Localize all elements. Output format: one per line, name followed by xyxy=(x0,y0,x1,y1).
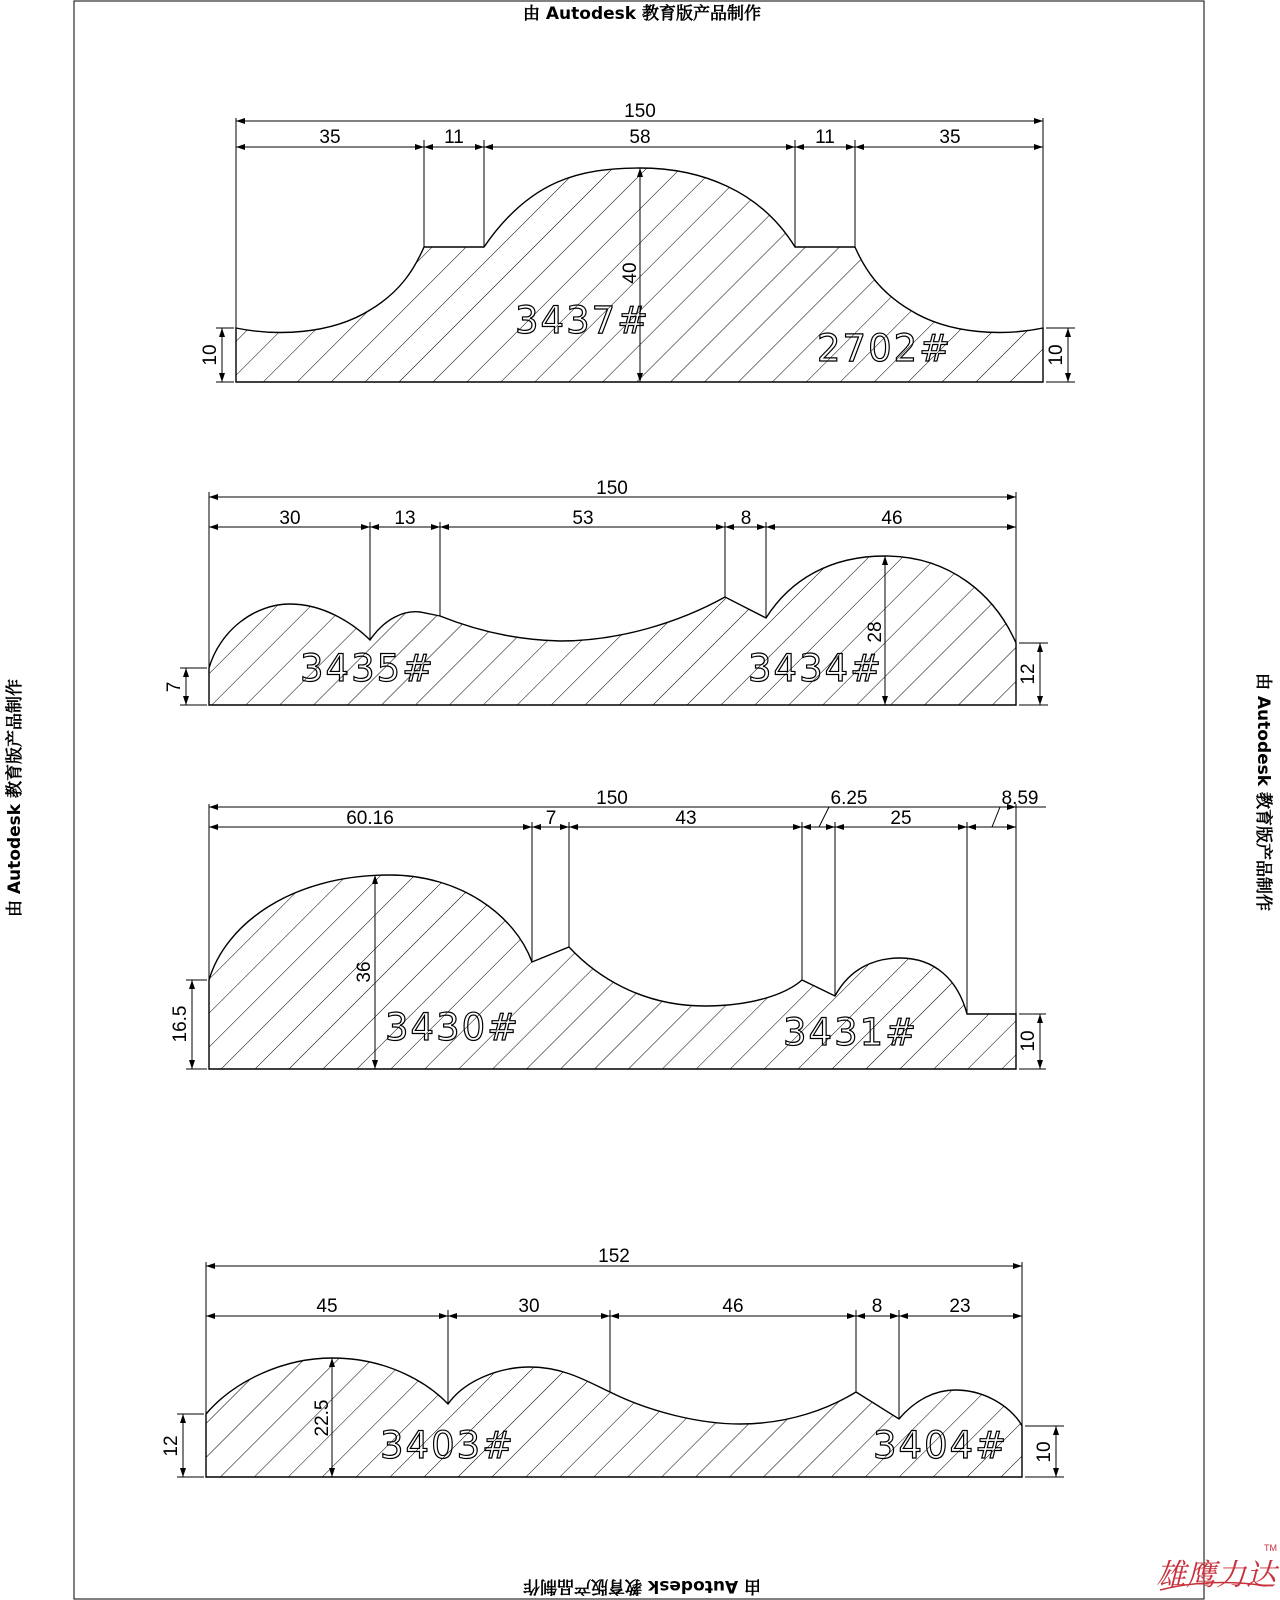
dim-seg-3: 43 xyxy=(675,808,697,829)
profile-3430-3431 xyxy=(170,788,1046,1069)
profile-3403-3404 xyxy=(161,1246,1064,1477)
dim-height-left: 7 xyxy=(164,681,185,693)
dim-seg-2: 7 xyxy=(545,808,557,829)
dim-seg-1: 30 xyxy=(279,508,301,529)
dim-total: 150 xyxy=(596,478,628,499)
part-number-left: 3403# xyxy=(380,1424,516,1467)
dim-seg-5: 25 xyxy=(890,808,912,829)
part-number-left: 3435# xyxy=(300,647,436,690)
dim-seg-4: 11 xyxy=(815,127,835,148)
dim-seg-5: 35 xyxy=(939,127,961,148)
dim-seg-3: 46 xyxy=(722,1296,744,1317)
dim-height-right: 10 xyxy=(1046,344,1067,366)
dim-height-left: 12 xyxy=(161,1435,182,1457)
watermark-bottom: 由 Autodesk 教育版产品制作 xyxy=(522,1576,762,1596)
dim-height-center: 22.5 xyxy=(312,1399,333,1437)
watermark-top: 由 Autodesk 教育版产品制作 xyxy=(522,4,762,24)
dim-height-left: 16.5 xyxy=(170,1005,191,1043)
dim-seg-1: 35 xyxy=(319,127,341,148)
dim-seg-2: 30 xyxy=(518,1296,540,1317)
profile-3437-2702 xyxy=(200,101,1075,382)
dim-seg-3: 58 xyxy=(629,127,651,148)
svg-text:TM: TM xyxy=(1264,1543,1277,1553)
part-number-right: 3434# xyxy=(748,647,884,690)
dim-seg-1: 45 xyxy=(316,1296,338,1317)
dim-height-center: 36 xyxy=(354,961,375,983)
dim-height-center: 40 xyxy=(620,262,641,284)
dim-seg-6: 8.59 xyxy=(1001,788,1039,809)
brand-logo xyxy=(1156,1543,1280,1593)
dim-seg-5: 23 xyxy=(949,1296,971,1317)
dim-height-center: 28 xyxy=(865,621,886,643)
part-number-right: 3431# xyxy=(783,1011,919,1054)
dim-seg-4: 6.25 xyxy=(830,788,868,809)
part-number-left: 3437# xyxy=(515,299,651,342)
dim-seg-4: 8 xyxy=(871,1296,883,1317)
watermark-left: 由 Autodesk 教育版产品制作 xyxy=(5,678,25,918)
dim-height-right: 10 xyxy=(1034,1441,1055,1463)
dim-total: 150 xyxy=(624,101,656,122)
part-number-left: 3430# xyxy=(385,1006,521,1049)
dim-total: 152 xyxy=(598,1246,630,1267)
part-number-right: 2702# xyxy=(817,327,953,370)
dim-seg-1: 60.16 xyxy=(346,808,394,829)
dim-height-right: 12 xyxy=(1018,663,1039,685)
svg-text:雄鹰力达: 雄鹰力达 xyxy=(1156,1558,1276,1593)
dim-seg-5: 46 xyxy=(881,508,903,529)
dim-seg-2: 13 xyxy=(394,508,416,529)
dim-height-right: 10 xyxy=(1018,1030,1039,1052)
dim-seg-2: 11 xyxy=(444,127,464,148)
part-number-right: 3404# xyxy=(873,1424,1009,1467)
dim-height-left: 10 xyxy=(200,344,221,366)
dim-seg-3: 53 xyxy=(572,508,594,529)
watermark-right: 由 Autodesk 教育版产品制作 xyxy=(1253,672,1273,912)
profile-3435-3434 xyxy=(164,478,1048,705)
dim-total: 150 xyxy=(596,788,628,809)
dim-seg-4: 8 xyxy=(740,508,752,529)
